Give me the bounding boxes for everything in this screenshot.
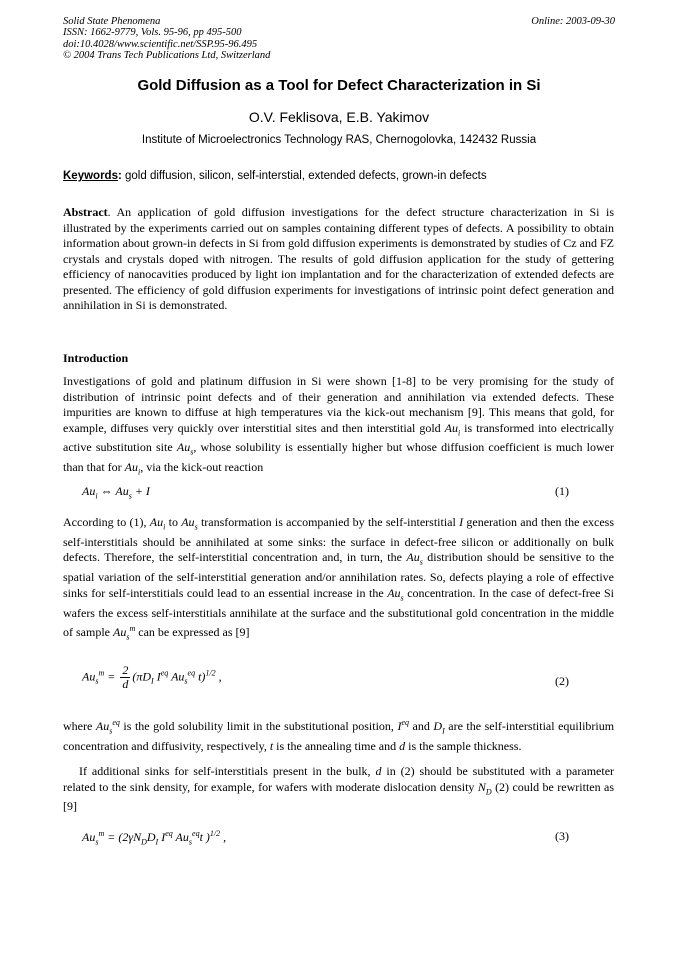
journal-name: Solid State Phenomena <box>63 16 161 27</box>
equation-2: $Au_s^m$ = $\frac{2}{d}$ ($\pi D_I$ $I^{eq}$ $Au_s^{eq}$ t)$^{1/2}$ , <box>82 663 222 691</box>
intro-paragraph-3: where $Au_s^{eq}$ is the gold solubility limit in the substitutional position, $I^{eq}$ and $D_I$ are the self-interstitial equilibrium concentration and diffusivity, respectively, t is the annealing time and d is the sample thickness. <box>63 718 615 753</box>
journal-header <box>63 16 270 61</box>
intro-paragraph-1: Investigations of gold and platinum diffusion in Si were shown [1-8] to be very promising for the study of distribution of intrinsic point defects and of their generation and annihilation via extended defects. These impurities are known to diffuse at high temperatures via the kick-out mechanism [9]. This means that gold, for example, diffuses very quickly over interstitial sites and then interstitial gold $Au_i$ is transformed into electrically active substitution site $Au_s$, whose solubility is essentially higher but whose diffusion coefficient is much lower than that for $Au_i$, via the kick-out reaction <box>63 374 615 477</box>
equation-1-number: (1) <box>555 484 569 498</box>
paper-authors: O.V. Feklisova, E.B. Yakimov <box>248 109 430 125</box>
paper-affiliation: Institute of Microelectronics Technology RAS, Chernogolovka, 142432 Russia <box>141 134 537 146</box>
abstract-label: Abstract <box>63 205 108 219</box>
abstract-text: An application of gold diffusion investigations for the defect structure characterization in Si is illustrated by the experiments carried out on samples containing different types of defects. A possibility to obtain information about grown-in defects in Si from gold diffusion experiments is demonstrated by studies of Cz and FZ crystals and crystals doped with nitrogen. The results of gold diffusion application for the study of gettering efficiency of nanocavities produced by light ion implantation and for the characterization of extended defects are presented. The efficiency of gold diffusion experiments for investigations of intrinsic point defect generation and annihilation in Si is demonstrated. <box>63 205 614 312</box>
journal-issn: ISSN: 1662-9779, Vols. 95-96, pp 495-500 <box>63 27 242 39</box>
abstract: Abstract. An application of gold diffusion investigations for the defect structure characterization in Si is illustrated by the experiments carried out on samples containing different types of defects. A possibility to obtain information about grown-in defects in Si from gold diffusion experiments is demonstrated by studies of Cz and FZ crystals and crystals doped with nitrogen. The results of gold diffusion application for the study of gettering efficiency of nanocavities produced by light ion implantation and for the characterization of extended defects are presented. The efficiency of gold diffusion experiments for investigations of intrinsic point defect generation and annihilation in Si is demonstrated. <box>63 205 614 312</box>
keywords-label: Keywords <box>63 170 118 182</box>
equation-2-number: (2) <box>555 674 569 688</box>
keywords: Keywords: gold diffusion, silicon, self-interstial, extended defects, grown-in defects <box>63 170 487 182</box>
journal-copyright: © 2004 Trans Tech Publications Ltd, Switzerland <box>63 49 271 61</box>
intro-paragraph-4: If additional sinks for self-interstitials present in the bulk, d in (2) should be substituted with a parameter related to the sink density, for example, for wafers with moderate dislocation density $N_D$ (2) could be rewritten as [9] <box>63 764 615 814</box>
equation-3-number: (3) <box>555 829 569 843</box>
online-date: Online: 2003-09-30 <box>531 16 615 27</box>
journal-doi[interactable]: doi:10.4028/www.scientific.net/SSP.95-96.495 <box>63 38 258 50</box>
intro-paragraph-2: According to (1), $Au_i$ to $Au_s$ transformation is accompanied by the self-interstitial I generation and then the excess self-interstitials should be annihilated at some sinks: the surface in defect-free silicon or additionally on bulk defects. Therefore, the self-interstitial concentration and, in turn, the $Au_s$ distribution should be sensitive to the spatial variation of the self-interstitial generation and/or annihilation rates. So, defects playing a role of effective sinks for self-interstitials could lead to an essential increase in the $Au_s$ concentration. In the case of defect-free Si wafers the excess self-interstitials annihilate at the surface and the substitutional gold concentration in the middle of sample $Au_s^m$ can be expressed as [9] <box>63 515 615 642</box>
paper-title: Gold Diffusion as a Tool for Defect Characterization in Si <box>137 77 541 94</box>
equation-1: $Au_i$ ⇔ $Au_s + I$ <box>82 484 150 501</box>
keywords-text: gold diffusion, silicon, self-interstial, extended defects, grown-in defects <box>125 170 487 182</box>
equation-3: $Au_s^m = (2\gamma N_DD_I$ $I^{eq}$ $Au_s^{eq}t$ )$^{1/2}$ , <box>82 829 227 847</box>
section-heading-introduction: Introduction <box>63 351 129 365</box>
